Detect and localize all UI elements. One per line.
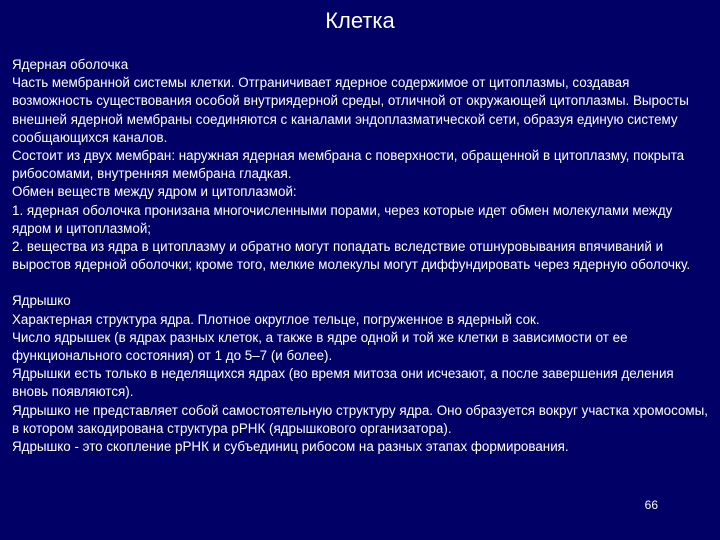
paragraph: Часть мембранной системы клетки. Отграничивает ядерное содержимое от цитоплазмы, создавая возможность существования особой внутриядерной среды, отличной от окружающей цитоплазмы. Выросты внешней ядерной мембраны соединяются с каналами эндоплазматической сети, образуя единую систему сообщающихся каналов. [12,75,689,145]
section-heading: Ядрышко [12,293,71,309]
paragraph: Ядрышко - это скопление рРНК и субъединиц рибосом на разных этапах формирования. [12,439,569,455]
section-spacer [12,274,712,292]
paragraph: Характерная структура ядра. Плотное округлое тельце, погруженное в ядерный сок. [12,311,540,327]
slide-title: Клетка [325,8,395,33]
page-number: 66 [644,498,658,512]
paragraph: Состоит из двух мембран: наружная ядерная мембрана с поверхности, обращенной в цитоплазму, покрыта рибосомами, внутренняя мембрана гладкая. [12,148,685,182]
paragraph: Число ядрышек (в ядрах разных клеток, а также в ядре одной и той же клетки в зависимости от ее функционального состояния) от 1 до 5–7 (и более). [12,329,628,364]
paragraph: Ядрышко не представляет собой самостоятельную структуру ядра. Оно образуется вокруг участка хромосомы, в котором закодирована структура рРНК (ядрышкового организатора). [12,402,708,436]
slide-content [12,56,712,456]
list-item: 2. вещества из ядра в цитоплазму и обратно могут попадать вследствие отшнуровывания впячиваний и выростов ядерной оболочки; кроме того, мелкие молекулы могут диффундировать через ядерную оболочку. [12,239,691,273]
section-nucleolus [12,292,712,456]
paragraph: Ядрышки есть только в неделящихся ядрах (во время митоза они исчезают, а после завершения деления вновь появляются). [12,366,674,400]
paragraph: Обмен веществ между ядром и цитоплазмой: [12,184,297,200]
list-item: 1. ядерная оболочка пронизана многочисленными порами, через которые идет обмен молекулами между ядром и цитоплазмой; [12,202,673,236]
section-nuclear-envelope [12,56,712,274]
section-heading: Ядерная оболочка [12,57,129,72]
